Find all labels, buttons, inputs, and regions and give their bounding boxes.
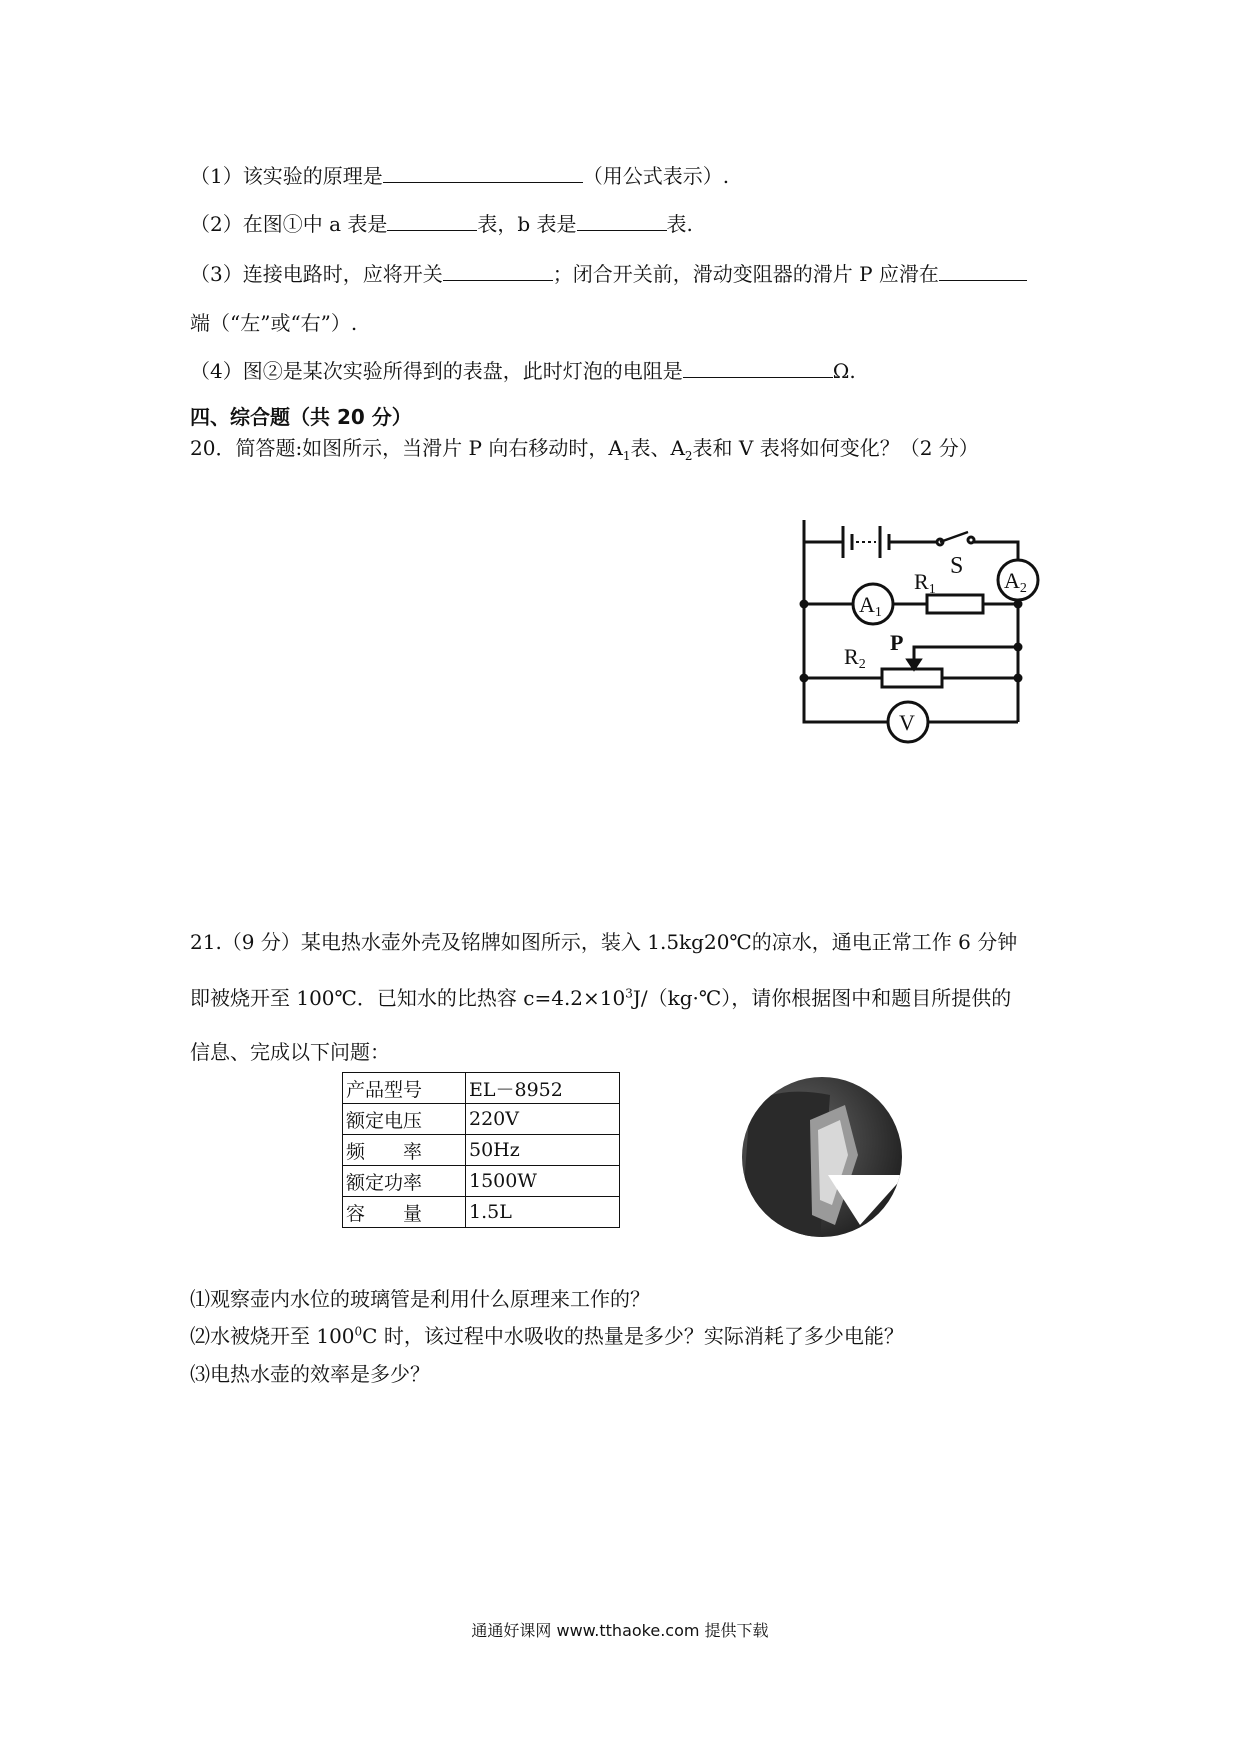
spec-value: 50Hz [466,1135,620,1166]
q19-part1: （1）该实验的原理是 （用公式表示）. [190,164,730,188]
answer-blank[interactable] [443,260,553,281]
junction-dot [1015,644,1021,650]
q19-part4: （4）图②是某次实验所得到的表盘，此时灯泡的电阻是 Ω. [190,359,856,383]
junction-dot [801,675,807,681]
q21-sub2: ⑵水被烧开至 $100^0C$ 时，该过程中水吸收的热量是多少？实际消耗了多少电能？ [190,1324,904,1348]
r2-label: R2 [844,644,866,672]
q19-part2: （2）在图①中 a 表是 表，b 表是 表. [190,212,693,236]
switch-label: S [950,553,964,579]
ammeter-a2-label: A2 [1004,568,1027,596]
spec-key: 频 率 [343,1135,466,1166]
spec-value: 1.5L [466,1197,620,1228]
answer-blank[interactable] [387,210,477,231]
junction-dot [801,601,807,607]
wire [973,542,1018,560]
wire [804,542,1018,722]
spec-table [342,1072,620,1228]
footer-credit: 通通好课网 www.tthaoke.com 提供下载 [471,1621,769,1640]
spec-key: 容 量 [343,1197,466,1228]
spec-value: EL－8952 [466,1073,620,1104]
answer-blank[interactable] [383,162,583,183]
spec-value: 1500W [466,1166,620,1197]
spec-row [343,1135,620,1166]
spec-key: 额定电压 [343,1104,466,1135]
voltmeter-label: V [899,710,915,735]
junction-dot [1015,675,1021,681]
junction-dot [1015,601,1021,607]
spec-row [343,1104,620,1135]
q21-sub1: ⑴观察壶内水位的玻璃管是利用什么原理来工作的？ [190,1287,650,1311]
spec-key: 产品型号 [343,1073,466,1104]
spec-table-clip [342,1072,622,1232]
q19-part3: （3）连接电路时，应将开关 ；闭合开关前，滑动变阻器的滑片 P 应滑在 [190,260,1027,288]
answer-blank[interactable] [939,260,1027,281]
q20-text: 20．简答题:如图所示，当滑片 P 向右移动时，$A_1$表、$A_2$表和 V 表将如何变化？（2 分） [190,436,979,463]
switch-contact [968,537,974,543]
answer-blank[interactable] [683,357,833,378]
kettle-photo [740,1075,905,1240]
spec-key: 额定功率 [343,1166,466,1197]
slider-label: P [890,630,904,655]
ammeter-a1-label: A1 [859,592,882,620]
q21-line1: 21.（9 分）某电热水壶外壳及铭牌如图所示，装入 1.5kg20℃的凉水，通电正常工作 6 分钟 [190,930,1018,954]
section-heading: 四、综合题（共 20 分） [190,405,412,429]
q21-line2: 即被烧开至 100℃．已知水的比热容 $c=4.2\times 10^3J/(kg\cdot℃)$，请你根据图中和题目所提供的 [190,986,1012,1010]
r1-label: R1 [914,569,936,597]
circuit-diagram [790,520,1070,750]
slider-wire [914,647,1018,662]
spec-row [343,1166,620,1197]
spec-row [343,1073,620,1104]
spec-row [343,1197,620,1228]
resistor-r1 [927,595,983,613]
q21-line3: 信息、完成以下问题： [190,1040,390,1064]
q19-part3-cont: 端（“左”或“右”）. [190,311,358,335]
resistor-r2 [882,669,942,687]
q21-sub3: ⑶电热水壶的效率是多少？ [190,1362,430,1386]
answer-blank[interactable] [577,210,667,231]
spec-value: 220V [466,1104,620,1135]
